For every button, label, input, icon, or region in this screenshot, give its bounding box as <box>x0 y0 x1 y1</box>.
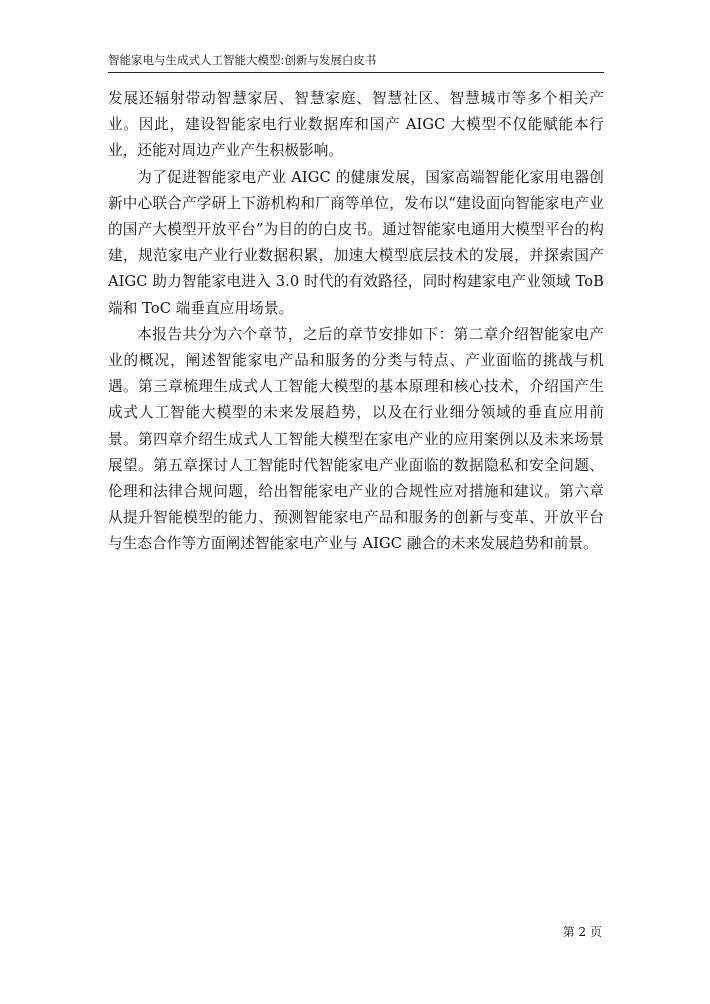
page-header <box>108 52 604 73</box>
body-text <box>108 86 604 558</box>
paragraph-continuation: 发展还辐射带动智慧家居、智慧家庭、智慧社区、智慧城市等多个相关产业。因此，建设智能家电行业数据库和国产 AIGC 大模型不仅能赋能本行业，还能对周边产业产生积极影响。 <box>108 90 604 160</box>
paragraph-structure: 本报告共分为六个章节，之后的章节安排如下：第二章介绍智能家电产业的概况，阐述智能家电产品和服务的分类与特点、产业面临的挑战与机遇。第三章梳理生成式人工智能大模型的基本原理和核心技术，介绍国产生成式人工智能大模型的未来发展趋势，以及在行业细分领域的垂直应用前景。第四章介绍生成式人工智能大模型在家电产业的应用案例以及未来场景展望。第五章探讨人工智能时代智能家电产业面临的数据隐私和安全问题、伦理和法律合规问题，给出智能家电产业的合规性应对措施和建议。第六章从提升智能模型的能力、预测智能家电产品和服务的创新与变革、开放平台与生态合作等方面阐述智能家电产业与 AIGC 融合的未来发展趋势和前景。 <box>108 325 604 553</box>
paragraph-purpose: 为了促进智能家电产业 AIGC 的健康发展，国家高端智能化家用电器创新中心联合产学研上下游机构和厂商等单位，发布以“建设面向智能家电产业的国产大模型开放平台”为目的的白皮书。通过智能家电通用大模型平台的构建，规范家电产业行业数据积累，加速大模型底层技术的发展，并探索国产 AIGC 助力智能家电进入 3.0 时代的有效路径，同时构建家电产业领域 ToB 端和 ToC 端垂直应用场景。 <box>108 168 604 317</box>
page-number: 第 2 页 <box>562 925 602 939</box>
header-title: 智能家电与生成式人工智能大模型:创新与发展白皮书 <box>108 53 377 67</box>
